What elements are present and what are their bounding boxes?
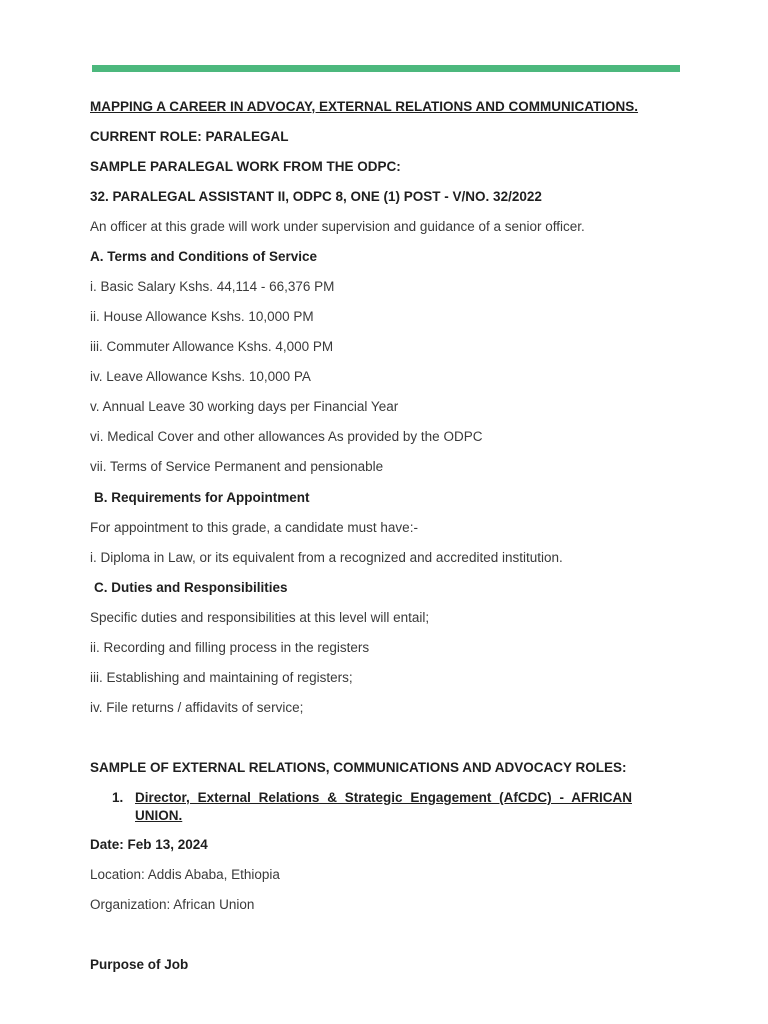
role-location: Location: Addis Ababa, Ethiopia bbox=[90, 867, 280, 882]
post-title: 32. PARALEGAL ASSISTANT II, ODPC 8, ONE (1) POST - V/NO. 32/2022 bbox=[90, 189, 542, 204]
purpose-heading: Purpose of Job bbox=[90, 957, 189, 972]
intro-text: An officer at this grade will work under supervision and guidance of a senior officer. bbox=[90, 219, 585, 234]
terms-item: iv. Leave Allowance Kshs. 10,000 PA bbox=[90, 369, 311, 384]
duty-item: iv. File returns / affidavits of service; bbox=[90, 700, 304, 715]
section-b-title: B. Requirements for Appointment bbox=[94, 490, 310, 505]
duty-item: iii. Establishing and maintaining of registers; bbox=[90, 670, 353, 685]
sample-external-heading: SAMPLE OF EXTERNAL RELATIONS, COMMUNICATIONS AND ADVOCACY ROLES: bbox=[90, 760, 627, 775]
terms-item: iii. Commuter Allowance Kshs. 4,000 PM bbox=[90, 339, 334, 354]
terms-item: ii. House Allowance Kshs. 10,000 PM bbox=[90, 309, 314, 324]
duty-item: ii. Recording and filling process in the registers bbox=[90, 640, 370, 655]
sample-paralegal-heading: SAMPLE PARALEGAL WORK FROM THE ODPC: bbox=[90, 159, 401, 174]
list-number: 1. bbox=[112, 790, 124, 805]
document-heading: MAPPING A CAREER IN ADVOCAY, EXTERNAL RELATIONS AND COMMUNICATIONS. bbox=[90, 99, 639, 114]
terms-item: vii. Terms of Service Permanent and pensionable bbox=[90, 459, 384, 474]
section-a-title: A. Terms and Conditions of Service bbox=[90, 249, 318, 264]
terms-item: i. Basic Salary Kshs. 44,114 - 66,376 PM bbox=[90, 279, 335, 294]
role-title-link[interactable]: Director, External Relations & Strategic Engagement (AfCDC) - AFRICAN UNION. bbox=[135, 790, 632, 823]
terms-item: vi. Medical Cover and other allowances As provided by the ODPC bbox=[90, 429, 483, 444]
section-b-intro: For appointment to this grade, a candidate must have:- bbox=[90, 520, 418, 535]
current-role: CURRENT ROLE: PARALEGAL bbox=[90, 129, 289, 144]
role-date: Date: Feb 13, 2024 bbox=[90, 837, 208, 852]
section-c-title: C. Duties and Responsibilities bbox=[94, 580, 288, 595]
terms-item: v. Annual Leave 30 working days per Financial Year bbox=[90, 399, 399, 414]
role-organization: Organization: African Union bbox=[90, 897, 255, 912]
requirement-item: i. Diploma in Law, or its equivalent from a recognized and accredited institution. bbox=[90, 550, 563, 565]
accent-bar bbox=[92, 65, 680, 72]
section-c-intro: Specific duties and responsibilities at this level will entail; bbox=[90, 610, 430, 625]
